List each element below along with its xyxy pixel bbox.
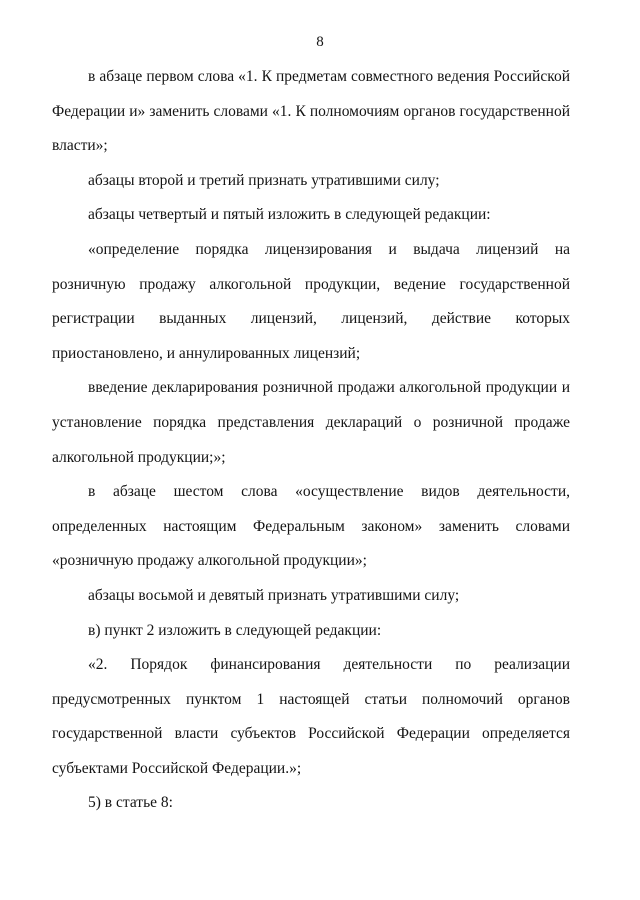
paragraph-5: введение декларирования розничной продажи алкогольной продукции и установление порядка представления деклараций о розничной продаже алкогольной продукции;»;: [52, 379, 570, 466]
paragraph-4: «определение порядка лицензирования и выдача лицензий на розничную продажу алкогольной продукции, ведение государственной регистрации выданных лицензий, лицензий, действие которых приостановлено, и аннулированных лицензий;: [52, 240, 570, 362]
paragraph-1: в абзаце первом слова «1. К предметам совместного ведения Российской Федерации и» заменить словами «1. К полномочиям органов государственной власти»;: [52, 68, 570, 155]
paragraph-2: абзацы второй и третий признать утратившими силу;: [88, 171, 440, 189]
paragraph-6: в абзаце шестом слова «осуществление видов деятельности, определенных настоящим Федеральным законом» заменить словами «розничную продажу алкогольной продукции»;: [52, 483, 570, 570]
paragraph-8: в) пункт 2 изложить в следующей редакции:: [88, 621, 382, 639]
document-body: [52, 60, 570, 821]
paragraph-3: абзацы четвертый и пятый изложить в следующей редакции:: [88, 206, 491, 224]
page-number: 8: [316, 34, 324, 50]
paragraph-10: 5) в статье 8:: [88, 794, 173, 812]
paragraph-9: «2. Порядок финансирования деятельности по реализации предусмотренных пунктом 1 настоящей статьи полномочий органов государственной власти субъектов Российской Федерации определяется субъектами Российской Федерации.»;: [52, 656, 570, 777]
paragraph-7: абзацы восьмой и девятый признать утратившими силу;: [88, 586, 460, 604]
